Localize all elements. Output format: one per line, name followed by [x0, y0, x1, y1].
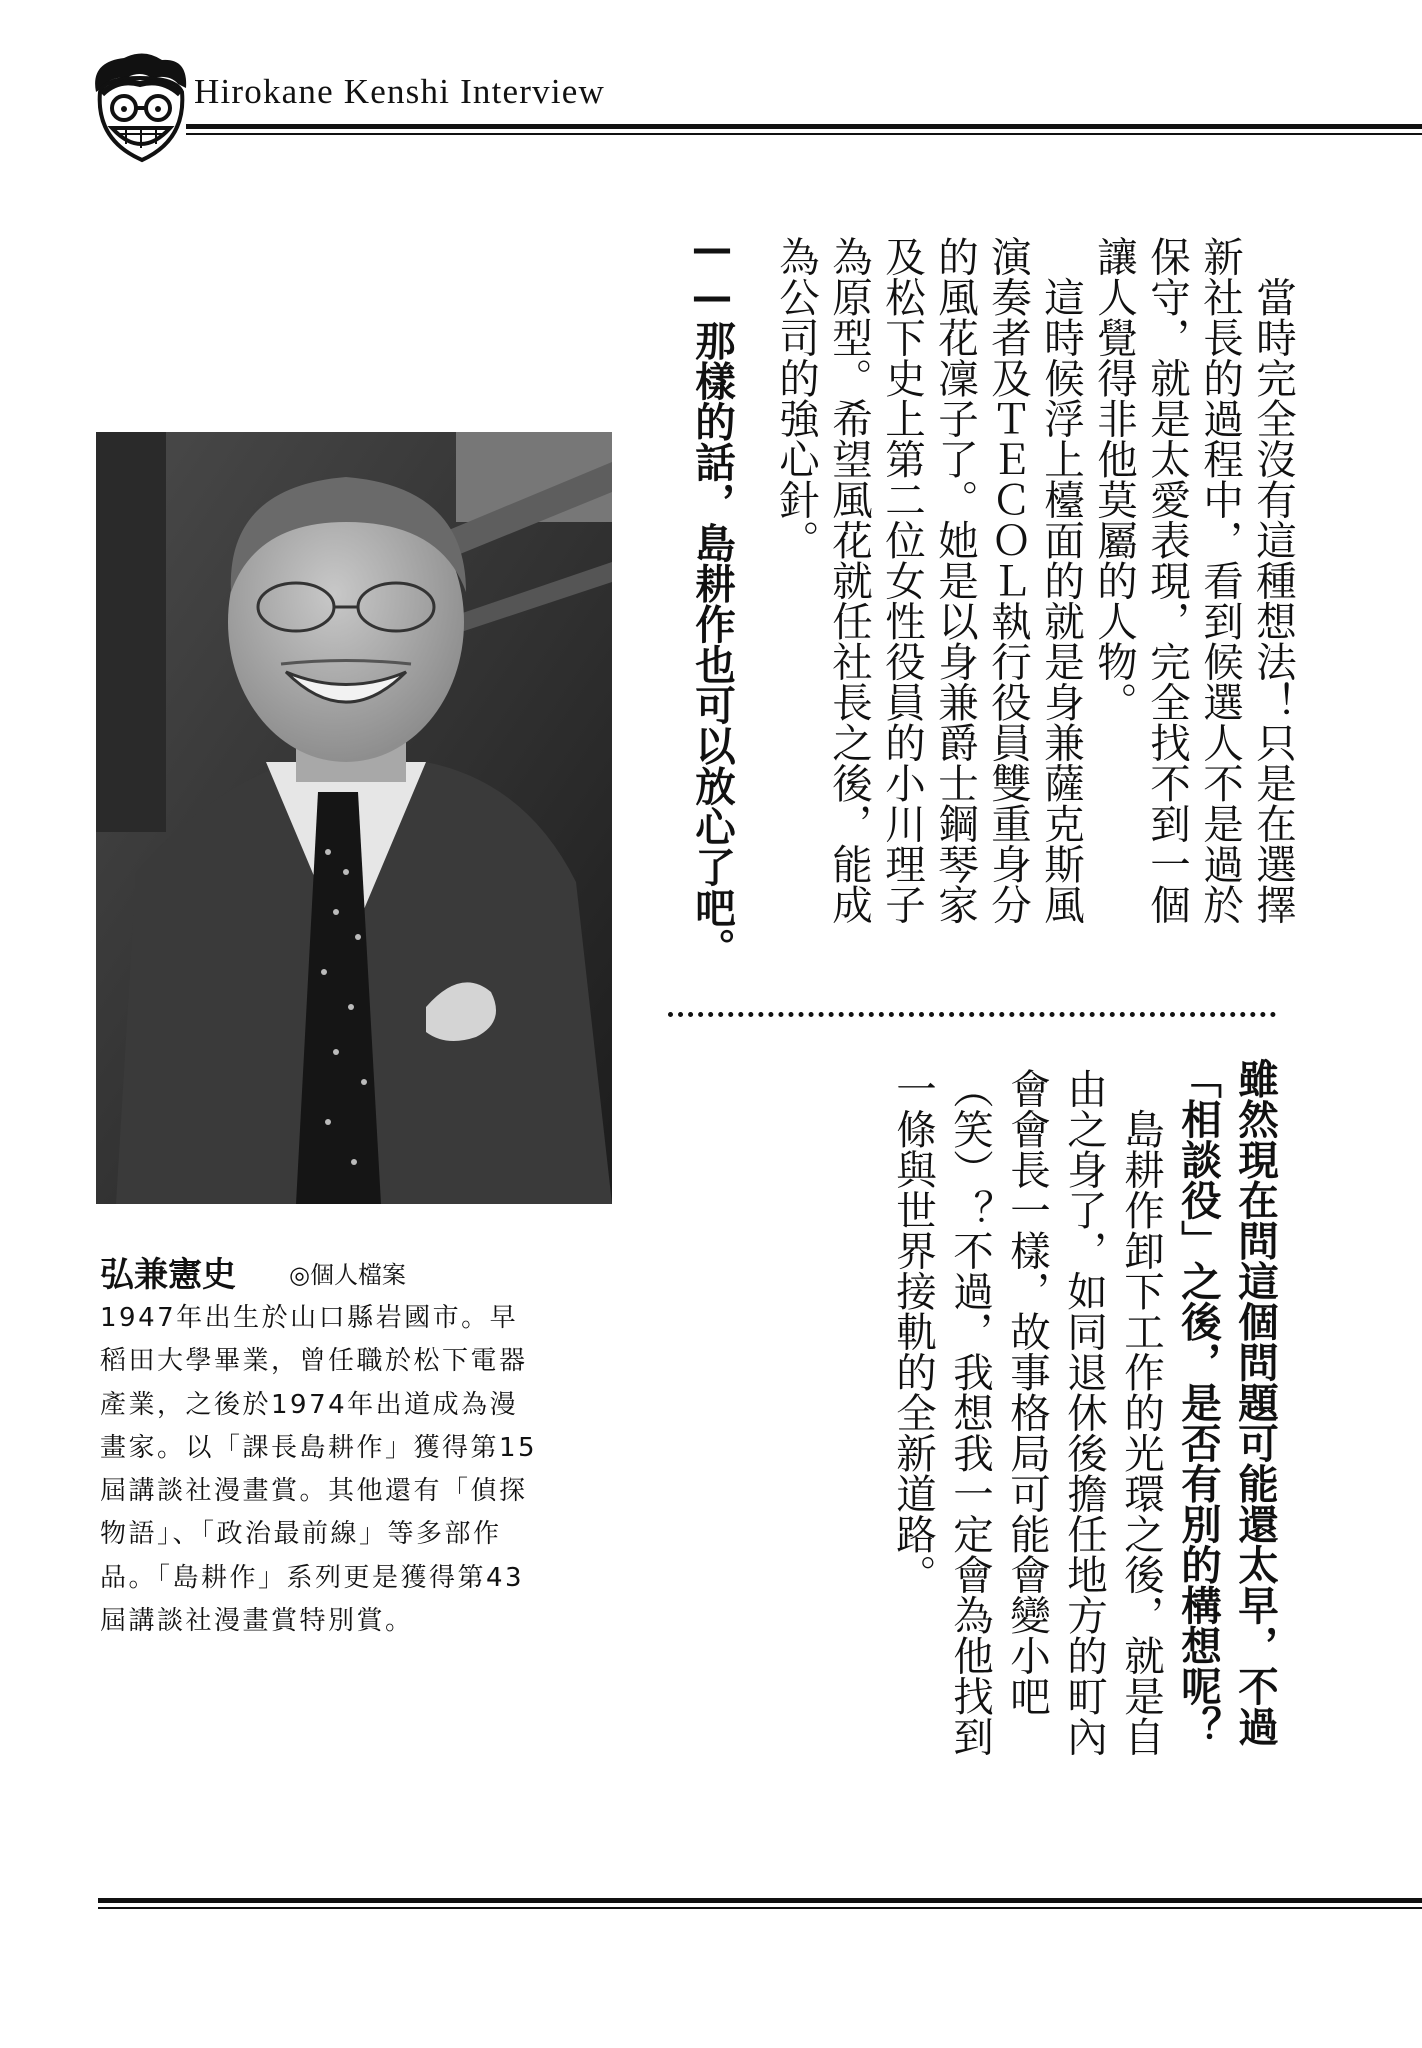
profile-bio-line: 物語」、「政治最前線」等多部作 [100, 1519, 502, 1550]
profile-bio-line: 屆講談社漫畫賞特別賞。 [100, 1606, 414, 1637]
author-caricature-icon [82, 48, 200, 172]
answer-text-col-10: 為公司的強心針。 [772, 236, 820, 560]
footer-rule-thin [98, 1907, 1422, 1909]
profile-bio-line: 品。「島耕作」系列更是獲得第43 [100, 1562, 525, 1593]
page-header-title: Hirokane Kenshi Interview [194, 72, 605, 111]
interviewer-question-2-col-1: 雖然現在問這個問題可能還太早，不過 [1231, 1058, 1279, 1747]
interviewer-question-2-col-2: 「相談役」之後，是否有別的構想呢？ [1174, 1058, 1222, 1747]
profile-bio [100, 1297, 620, 1643]
profile-bio-line: 屆講談社漫畫賞。其他還有「偵探 [100, 1476, 528, 1507]
interviewer-question: ——那樣的話，島耕作也可以放心了吧。 [688, 224, 736, 968]
answer-2-col-3: 會會長一樣，故事格局可能會變小吧 [1003, 1068, 1051, 1716]
answer-2-col-5: 一條與世界接軌的全新道路。 [889, 1068, 937, 1595]
answer-text-col-3: 保守，就是太愛表現，完全找不到一個 [1143, 236, 1191, 925]
answer-text-col-6: 演奏者及ＴＥＣＯＬ執行役員雙重身分 [984, 236, 1032, 925]
interviewee-photo [96, 432, 612, 1204]
answer-text-col-1: 當時完全沒有這種想法！只是在選擇 [1249, 236, 1297, 925]
profile-name: 弘兼憲史 [100, 1255, 236, 1295]
header-rule [186, 124, 1422, 129]
answer-2-col-2: 由之身了，如同退休後擔任地方的町內 [1060, 1068, 1108, 1757]
answer-text-col-4: 讓人覺得非他莫屬的人物。 [1090, 236, 1138, 722]
answer-2-col-1: 島耕作卸下工作的光環之後，就是自 [1117, 1068, 1165, 1757]
answer-text-col-7: 的風花凜子了。她是以身兼爵士鋼琴家 [931, 236, 979, 925]
profile-bio-line: 產業，之後於1974年出道成為漫 [100, 1389, 519, 1420]
answer-text-col-2: 新社長的過程中，看到候選人不是過於 [1196, 236, 1244, 925]
header-rule-thin [186, 133, 1422, 135]
answer-text-col-9: 為原型。希望風花就任社長之後，能成 [825, 236, 873, 925]
footer-rule [98, 1898, 1422, 1903]
profile-label: ◎個人檔案 [289, 1261, 406, 1289]
answer-2-col-4: （笑）？不過，我想我一定會為他找到 [946, 1068, 994, 1757]
profile-bio-line: 畫家。以「課長島耕作」獲得第15 [100, 1432, 538, 1463]
profile-bio-line: 1947年出生於山口縣岩國市。早 [100, 1303, 519, 1333]
answer-text-col-8: 及松下史上第二位女性役員的小川理子 [878, 236, 926, 925]
profile-bio-line: 稻田大學畢業，曾任職於松下電器 [100, 1346, 528, 1377]
section-divider [668, 1012, 1276, 1017]
answer-text-col-5: 這時候浮上檯面的就是身兼薩克斯風 [1037, 236, 1085, 925]
